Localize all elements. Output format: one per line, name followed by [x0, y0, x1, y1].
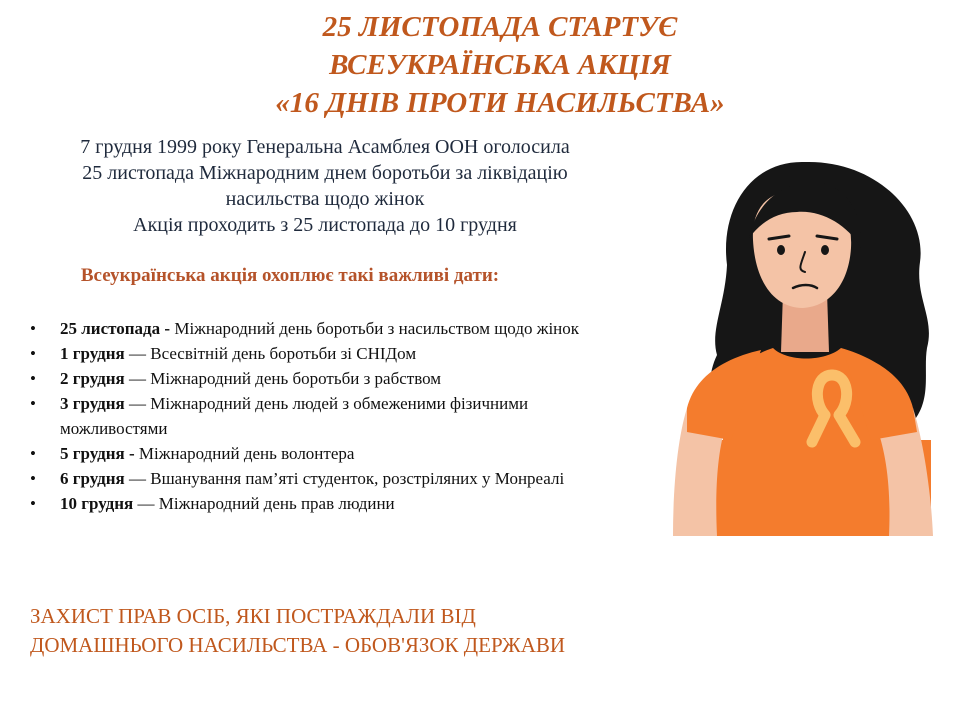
list-item	[30, 316, 590, 341]
list-item	[30, 391, 590, 441]
bullet-icon: •	[30, 444, 36, 463]
bullet-icon: •	[30, 344, 36, 363]
date-separator: —	[124, 344, 151, 363]
date-label: 1 грудня	[60, 344, 125, 363]
date-separator: -	[160, 319, 175, 338]
date-description: Міжнародний день людей з обмеженими фізичними можливостями	[60, 394, 529, 438]
page-title	[200, 8, 800, 122]
important-dates-list	[30, 316, 590, 516]
title-line-3: «16 ДНІВ ПРОТИ НАСИЛЬСТВА»	[275, 87, 725, 119]
dates-heading: Всеукраїнська акція охоплює такі важливі дати:	[80, 265, 500, 286]
list-item	[30, 491, 590, 516]
bullet-icon: •	[30, 469, 36, 488]
date-label: 2 грудня	[60, 369, 125, 388]
date-label: 6 грудня	[60, 469, 125, 488]
date-label: 25 листопада	[60, 319, 161, 338]
date-separator: —	[124, 469, 151, 488]
date-separator: —	[133, 494, 159, 513]
intro-line: Акція проходить з 25 листопада до 10 грудня	[133, 214, 517, 236]
intro-line: 7 грудня 1999 року Генеральна Асамблея ООН оголосила	[80, 136, 570, 158]
intro-line: насильства щодо жінок	[225, 188, 425, 210]
eye-shape	[777, 245, 785, 255]
bullet-icon: •	[30, 394, 36, 413]
eye-shape	[821, 245, 829, 255]
list-item	[30, 366, 590, 391]
date-label: 10 грудня	[60, 494, 134, 513]
list-item	[30, 441, 590, 466]
date-label: 5 грудня	[60, 444, 125, 463]
bullet-icon: •	[30, 319, 36, 338]
date-description: Міжнародний день прав людини	[158, 494, 395, 513]
bullet-icon: •	[30, 494, 36, 513]
woman-with-awareness-ribbon-icon	[665, 140, 940, 550]
intro-paragraph	[20, 134, 630, 238]
date-description: Вшанування пам’яті студенток, розстріляних у Монреалі	[150, 469, 565, 488]
date-separator: —	[124, 369, 151, 388]
date-label: 3 грудня	[60, 394, 125, 413]
date-description: Всесвітній день боротьби зі СНІДом	[150, 344, 417, 363]
intro-line: 25 листопада Міжнародним днем боротьби за ліквідацію	[82, 162, 568, 184]
title-line-1: 25 ЛИСТОПАДА СТАРТУЄ	[322, 11, 678, 43]
date-separator: —	[124, 394, 151, 413]
date-description: Міжнародний день волонтера	[138, 444, 355, 463]
list-item	[30, 341, 590, 366]
date-separator: -	[124, 444, 139, 463]
date-description: Міжнародний день боротьби з насильством щодо жінок	[174, 319, 580, 338]
footer-statement: ЗАХИСТ ПРАВ ОСІБ, ЯКІ ПОСТРАЖДАЛИ ВІД ДОМАШНЬОГО НАСИЛЬСТВА - ОБОВ'ЯЗОК ДЕРЖАВИ	[30, 604, 566, 657]
title-line-2: ВСЕУКРАЇНСЬКА АКЦІЯ	[329, 49, 671, 81]
date-description: Міжнародний день боротьби з рабством	[150, 369, 442, 388]
bullet-icon: •	[30, 369, 36, 388]
list-item	[30, 466, 590, 491]
